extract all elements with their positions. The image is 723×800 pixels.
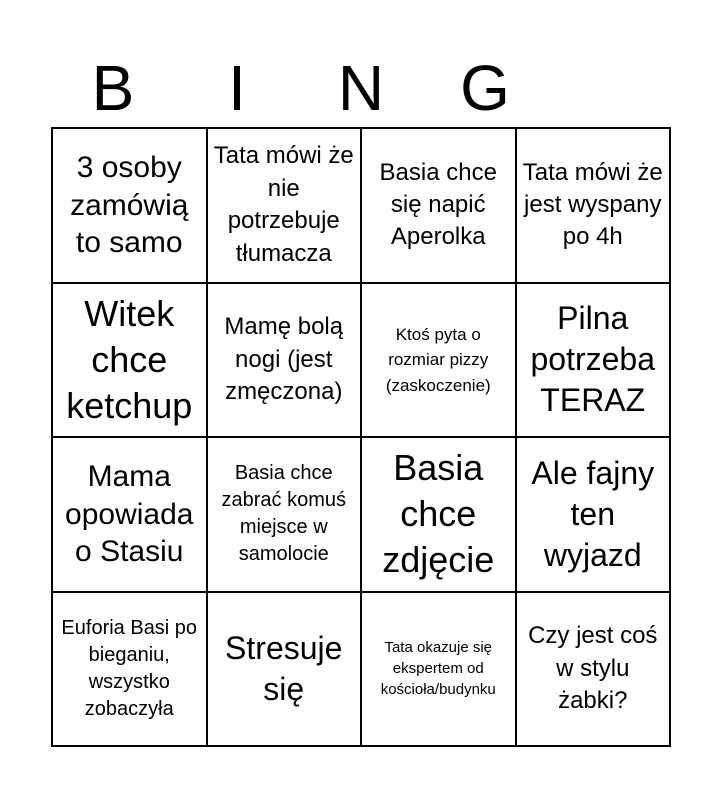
bingo-cell-r1c1[interactable] — [53, 129, 208, 284]
bingo-cell-r2c4[interactable] — [517, 284, 672, 439]
bingo-cell-r4c3[interactable] — [362, 593, 517, 748]
cell-text: Euforia Basi po bieganiu, wszystko zobaczyła — [61, 616, 198, 720]
bingo-cell-r1c3[interactable] — [362, 129, 517, 284]
header-letter-i: I — [228, 52, 246, 124]
cell-text: 3 osoby zamówią to samo — [70, 151, 189, 259]
cell-text: Ale fajny ten wyjazd — [531, 454, 655, 573]
cell-text: Basia chce zabrać komuś miejsce w samolocie — [221, 462, 346, 566]
bingo-grid — [51, 127, 671, 747]
header-letter-g: G — [460, 52, 510, 124]
bingo-cell-r2c3[interactable] — [362, 284, 517, 439]
cell-text: Stresuje się — [225, 629, 343, 707]
cell-text: Basia chce zdjęcie — [382, 447, 495, 581]
cell-text: Ktoś pyta o rozmiar pizzy (zaskoczenie) — [385, 324, 491, 395]
cell-text: Czy jest coś w stylu żabki? — [528, 622, 658, 714]
bingo-cell-r4c1[interactable] — [53, 593, 208, 748]
cell-text: Witek chce ketchup — [66, 292, 193, 426]
bingo-cell-r4c2[interactable] — [208, 593, 363, 748]
bingo-cell-r3c1[interactable] — [53, 438, 208, 593]
cell-text: Mamę bolą nogi (jest zmęczona) — [224, 313, 344, 405]
bingo-cell-r1c4[interactable] — [517, 129, 672, 284]
cell-text: Mama opowiada o Stasiu — [65, 460, 194, 568]
bingo-cell-r1c2[interactable] — [208, 129, 363, 284]
bingo-header — [51, 48, 671, 128]
header-letter-n: N — [337, 52, 385, 124]
bingo-cell-r4c4[interactable] — [517, 593, 672, 748]
cell-text: Basia chce się napić Aperolka — [379, 158, 497, 251]
header-letter-b: B — [91, 52, 135, 124]
cell-text: Tata okazuje się ekspertem od kościoła/budynku — [380, 639, 496, 699]
cell-text: Tata mówi że nie potrzebuje tłumacza — [213, 142, 354, 267]
bingo-cell-r2c1[interactable] — [53, 284, 208, 439]
bingo-cell-r3c4[interactable] — [517, 438, 672, 593]
cell-text: Pilna potrzeba TERAZ — [530, 300, 656, 419]
bingo-cell-r3c3[interactable] — [362, 438, 517, 593]
bingo-cell-r2c2[interactable] — [208, 284, 363, 439]
cell-text: Tata mówi że jest wyspany po 4h — [522, 158, 663, 251]
bingo-cell-r3c2[interactable] — [208, 438, 363, 593]
